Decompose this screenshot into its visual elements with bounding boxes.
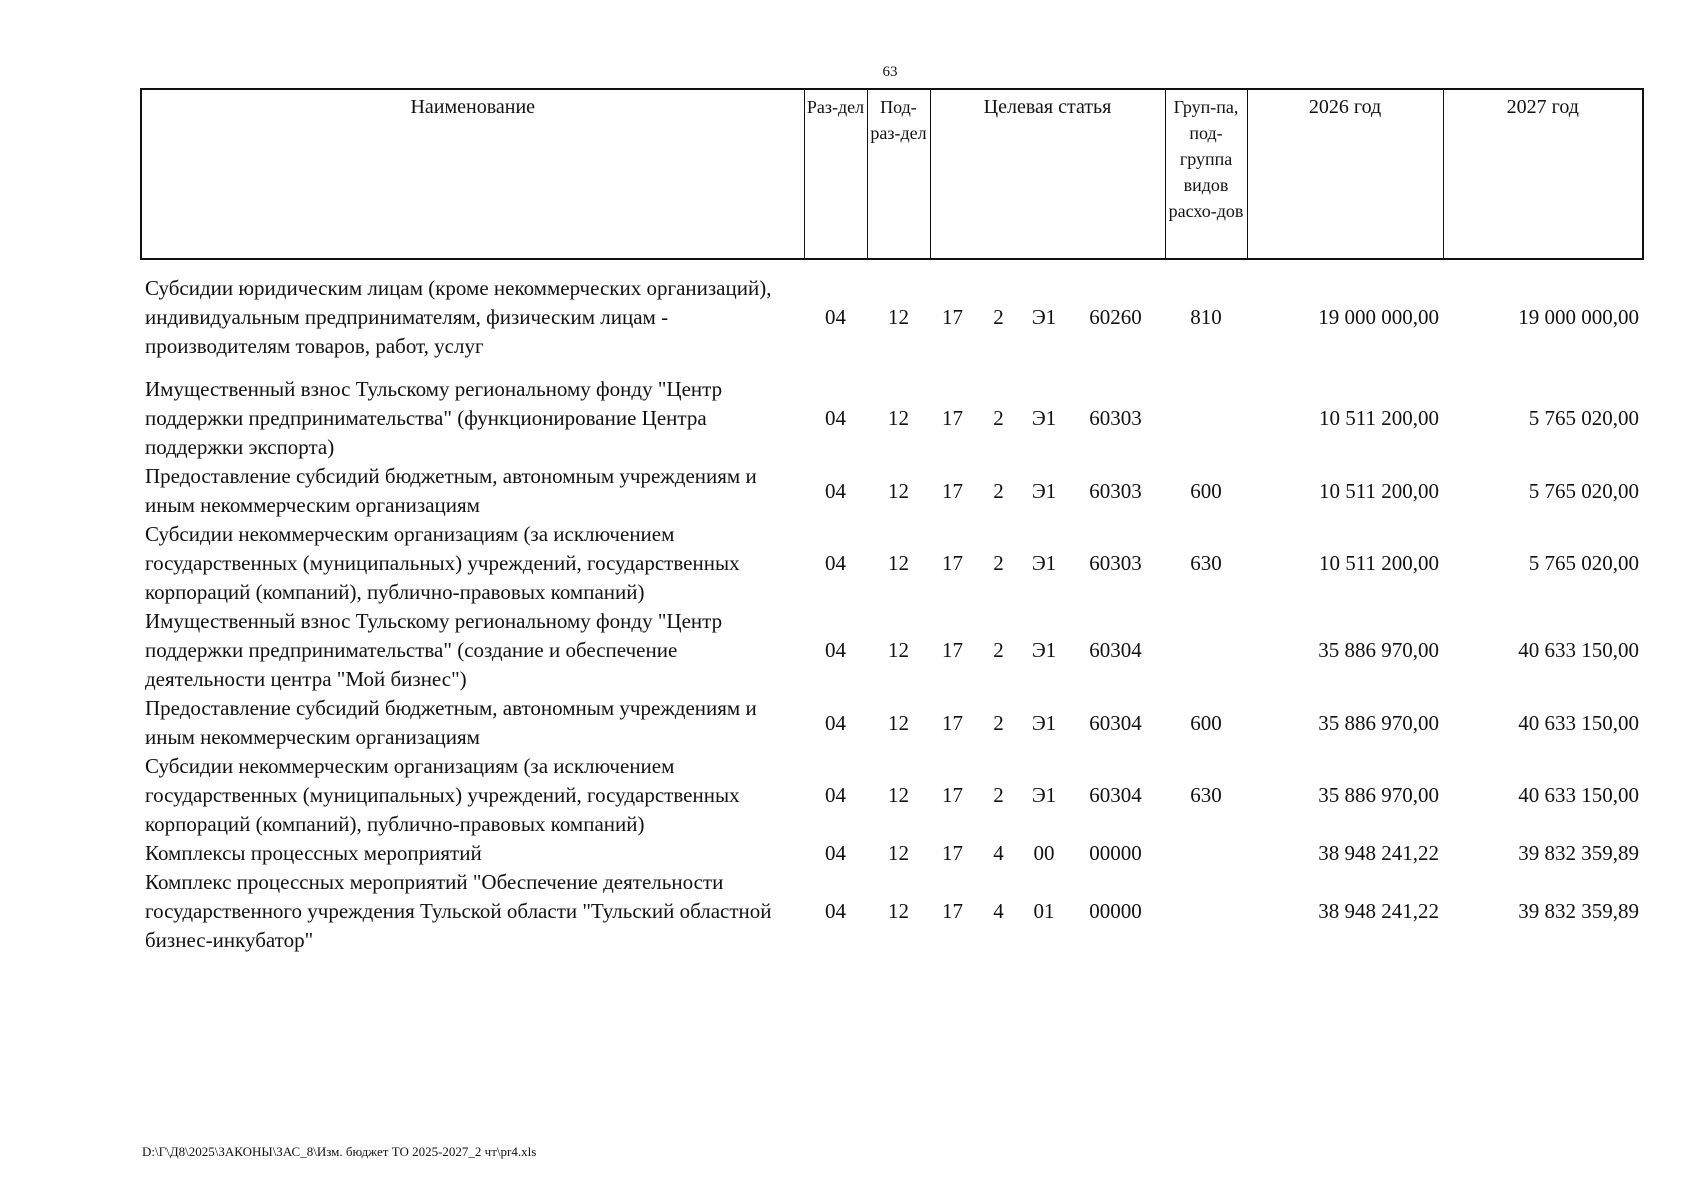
row-amount-2027: 39 832 359,89 bbox=[1518, 899, 1640, 923]
row-target-article-type: 2 bbox=[993, 305, 1004, 329]
row-amount-2026: 35 886 970,00 bbox=[1318, 783, 1440, 807]
row-target-article-program: 17 bbox=[942, 305, 963, 329]
row-name: Субсидии юридическим лицам (кроме некоммерческих организаций), индивидуальным предпринимателям, физическим лицам - производителям товаров, работ, услуг bbox=[145, 276, 772, 358]
row-target-article-program: 17 bbox=[942, 478, 963, 503]
row-vr-group bbox=[1165, 839, 1247, 868]
header-year-2026: 2026 год bbox=[1247, 89, 1443, 259]
row-amount-2026: 19 000 000,00 bbox=[1318, 305, 1440, 329]
row-razdel: 04 bbox=[825, 783, 846, 807]
row-razdel: 04 bbox=[825, 406, 846, 430]
header-target-article: Целевая статья bbox=[930, 89, 1165, 259]
page-number: 63 bbox=[882, 64, 898, 80]
row-name: Комплекс процессных мероприятий "Обеспечение деятельности государственного учреждения Тульской области "Тульский областной бизнес-инкубатор" bbox=[145, 870, 772, 952]
table-row bbox=[141, 462, 1643, 520]
row-target-article-type: 2 bbox=[993, 710, 1004, 735]
row-target-article-project: 00 bbox=[1033, 841, 1055, 865]
header-podrazdel: Под-раз-дел bbox=[867, 89, 930, 259]
row-target-article-direction: 60303 bbox=[1089, 551, 1142, 575]
row-amount-2027: 19 000 000,00 bbox=[1518, 305, 1640, 329]
row-target-article-program: 17 bbox=[942, 710, 963, 735]
row-target-article-type: 2 bbox=[993, 478, 1004, 503]
row-name: Предоставление субсидий бюджетным, автономным учреждениям и иным некоммерческим организациям bbox=[145, 696, 757, 749]
row-target-article-direction: 00000 bbox=[1089, 899, 1142, 923]
row-podrazdel: 12 bbox=[888, 478, 909, 503]
table-row bbox=[141, 607, 1643, 694]
row-amount-2026: 38 948 241,22 bbox=[1318, 841, 1440, 865]
row-name: Субсидии некоммерческим организациям (за исключением государственных (муниципальных) учреждений, государственных корпораций (компаний), публично-правовых компаний) bbox=[145, 754, 740, 836]
row-target-article-project: 01 bbox=[1033, 899, 1055, 923]
file-path: D:\Г\Д8\2025\ЗАКОНЫ\ЗАС_8\Изм. бюджет ТО 2025-2027_2 чт\pr4.xls bbox=[142, 1144, 537, 1159]
row-razdel: 04 bbox=[825, 638, 846, 662]
row-amount-2027: 5 765 020,00 bbox=[1528, 406, 1640, 430]
row-razdel: 04 bbox=[825, 551, 846, 575]
row-amount-2026: 10 511 200,00 bbox=[1319, 551, 1440, 575]
row-amount-2027: 40 633 150,00 bbox=[1518, 710, 1640, 735]
row-target-article-type: 4 bbox=[993, 841, 1004, 865]
table-row bbox=[141, 274, 1643, 375]
row-target-article-program: 17 bbox=[942, 551, 963, 575]
row-name: Субсидии некоммерческим организациям (за исключением государственных (муниципальных) учреждений, государственных корпораций (компаний), публично-правовых компаний) bbox=[145, 522, 740, 604]
row-target-article-type: 2 bbox=[993, 551, 1004, 575]
row-target-article-direction: 60303 bbox=[1089, 406, 1142, 430]
row-target-article-direction: 00000 bbox=[1089, 841, 1142, 865]
table-row bbox=[141, 375, 1643, 462]
row-amount-2026: 38 948 241,22 bbox=[1318, 899, 1440, 923]
row-amount-2027: 5 765 020,00 bbox=[1528, 478, 1640, 503]
row-amount-2027: 40 633 150,00 bbox=[1518, 783, 1640, 807]
header-year-2027: 2027 год bbox=[1443, 89, 1643, 259]
row-target-article-type: 2 bbox=[993, 406, 1004, 430]
row-podrazdel: 12 bbox=[888, 638, 909, 662]
row-target-article-type: 2 bbox=[993, 638, 1004, 662]
header-razdel: Раз-дел bbox=[804, 89, 867, 259]
row-vr-group: 630 bbox=[1190, 783, 1222, 807]
row-name: Предоставление субсидий бюджетным, автономным учреждениям и иным некоммерческим организациям bbox=[145, 464, 757, 517]
row-amount-2026: 35 886 970,00 bbox=[1318, 638, 1440, 662]
row-target-article-program: 17 bbox=[942, 841, 963, 865]
row-podrazdel: 12 bbox=[888, 783, 909, 807]
row-amount-2027: 5 765 020,00 bbox=[1528, 551, 1640, 575]
row-vr-group bbox=[1165, 375, 1247, 462]
table-row bbox=[141, 752, 1643, 839]
row-amount-2027: 40 633 150,00 bbox=[1518, 638, 1640, 662]
row-podrazdel: 12 bbox=[888, 551, 909, 575]
row-razdel: 04 bbox=[825, 710, 846, 735]
row-target-article-type: 4 bbox=[993, 899, 1004, 923]
header-vr-group: Груп-па, под-группа видов расхо-дов bbox=[1165, 89, 1247, 259]
table-row bbox=[141, 520, 1643, 607]
table-row bbox=[141, 839, 1643, 868]
row-target-article-direction: 60260 bbox=[1089, 305, 1142, 329]
row-podrazdel: 12 bbox=[888, 899, 909, 923]
row-vr-group bbox=[1165, 868, 1247, 955]
row-target-article-direction: 60304 bbox=[1089, 638, 1142, 662]
row-razdel: 04 bbox=[825, 305, 846, 329]
row-target-article-project: Э1 bbox=[1031, 783, 1057, 807]
table-row bbox=[141, 868, 1643, 955]
row-vr-group: 630 bbox=[1190, 551, 1222, 575]
row-vr-group: 810 bbox=[1190, 305, 1222, 329]
row-vr-group bbox=[1165, 607, 1247, 694]
row-amount-2026: 35 886 970,00 bbox=[1318, 710, 1440, 735]
row-target-article-project: Э1 bbox=[1031, 478, 1057, 503]
row-target-article-program: 17 bbox=[942, 783, 963, 807]
row-target-article-project: Э1 bbox=[1031, 638, 1057, 662]
row-target-article-direction: 60304 bbox=[1089, 710, 1142, 735]
table-row bbox=[141, 694, 1643, 752]
row-target-article-program: 17 bbox=[942, 899, 963, 923]
row-target-article-program: 17 bbox=[942, 406, 963, 430]
table-header bbox=[141, 89, 1643, 259]
row-vr-group: 600 bbox=[1190, 710, 1222, 735]
table-body bbox=[141, 259, 1643, 955]
row-target-article-program: 17 bbox=[942, 638, 963, 662]
row-razdel: 04 bbox=[825, 841, 846, 865]
row-target-article-direction: 60304 bbox=[1089, 783, 1142, 807]
row-target-article-project: Э1 bbox=[1031, 406, 1057, 430]
row-razdel: 04 bbox=[825, 478, 846, 503]
row-amount-2026: 10 511 200,00 bbox=[1319, 406, 1440, 430]
row-podrazdel: 12 bbox=[888, 841, 909, 865]
row-name: Имущественный взнос Тульскому региональному фонду "Центр поддержки предпринимательства" (функционирование Центра поддержки экспорта) bbox=[145, 377, 723, 459]
row-target-article-direction: 60303 bbox=[1089, 478, 1142, 503]
row-podrazdel: 12 bbox=[888, 710, 909, 735]
row-target-article-project: Э1 bbox=[1031, 305, 1057, 329]
row-amount-2026: 10 511 200,00 bbox=[1319, 478, 1440, 503]
budget-table bbox=[140, 88, 1644, 955]
header-name: Наименование bbox=[141, 89, 804, 259]
row-podrazdel: 12 bbox=[888, 406, 909, 430]
row-razdel: 04 bbox=[825, 899, 846, 923]
row-target-article-project: Э1 bbox=[1031, 551, 1057, 575]
row-name: Комплексы процессных мероприятий bbox=[145, 841, 482, 865]
row-amount-2027: 39 832 359,89 bbox=[1518, 841, 1640, 865]
row-target-article-project: Э1 bbox=[1031, 710, 1057, 735]
row-vr-group: 600 bbox=[1190, 478, 1222, 503]
row-podrazdel: 12 bbox=[888, 305, 909, 329]
row-target-article-type: 2 bbox=[993, 783, 1004, 807]
row-name: Имущественный взнос Тульскому региональному фонду "Центр поддержки предпринимательства" (создание и обеспечение деятельности центра "Мой бизнес") bbox=[145, 609, 723, 691]
